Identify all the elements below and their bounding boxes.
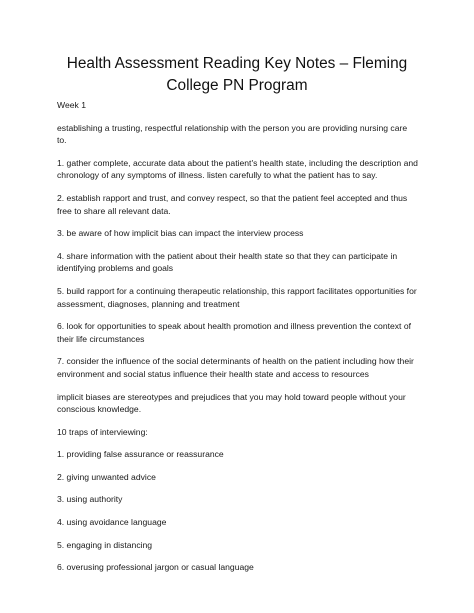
intro-paragraph: establishing a trusting, respectful relationship with the person you are providing nursing care to. <box>57 122 408 146</box>
goal-item-3: 3. be aware of how implicit bias can impact the interview process <box>57 228 304 239</box>
trap-item-5: 5. engaging in distancing <box>57 539 153 550</box>
goal-item-2: 2. establish rapport and trust, and convey respect, so that the patient feel accepted and thus free to share all relevant data. <box>57 192 408 216</box>
goal-item-1: 1. gather complete, accurate data about the patient's health state, including the description and chronology of any symptoms of illness. listen carefully to what the patient has to say. <box>57 157 418 181</box>
goal-item-6: 6. look for opportunities to speak about health promotion and illness prevention the context of their life circumstances <box>57 321 412 344</box>
week-heading: Week 1 <box>57 100 86 110</box>
trap-item-3: 3. using authority <box>57 494 123 505</box>
trap-item-4: 4. using avoidance language <box>57 517 167 528</box>
goal-item-5: 5. build rapport for a continuing therapeutic relationship, this rapport facilitates opportunities for assessment, diagnoses, planning and treatment <box>57 285 417 309</box>
bias-note-paragraph: implicit biases are stereotypes and prejudices that you may hold toward people without your conscious knowledge. <box>57 391 406 415</box>
trap-item-1: 1. providing false assurance or reassurance <box>57 449 224 460</box>
document-title: Health Assessment Reading Key Notes – Fleming College PN Program <box>66 55 408 94</box>
trap-item-2: 2. giving unwanted advice <box>57 471 156 482</box>
trap-item-6: 6. overusing professional jargon or casual language <box>57 562 254 573</box>
traps-heading: 10 traps of interviewing: <box>57 426 148 437</box>
goal-item-4: 4. share information with the patient about their health state so that they can participate in identifying problems and goals <box>57 250 398 274</box>
document-body <box>57 99 419 584</box>
goal-item-7: 7. consider the influence of the social determinants of health on the patient including how their environment and social status influence their health state and access to resources <box>57 356 414 379</box>
